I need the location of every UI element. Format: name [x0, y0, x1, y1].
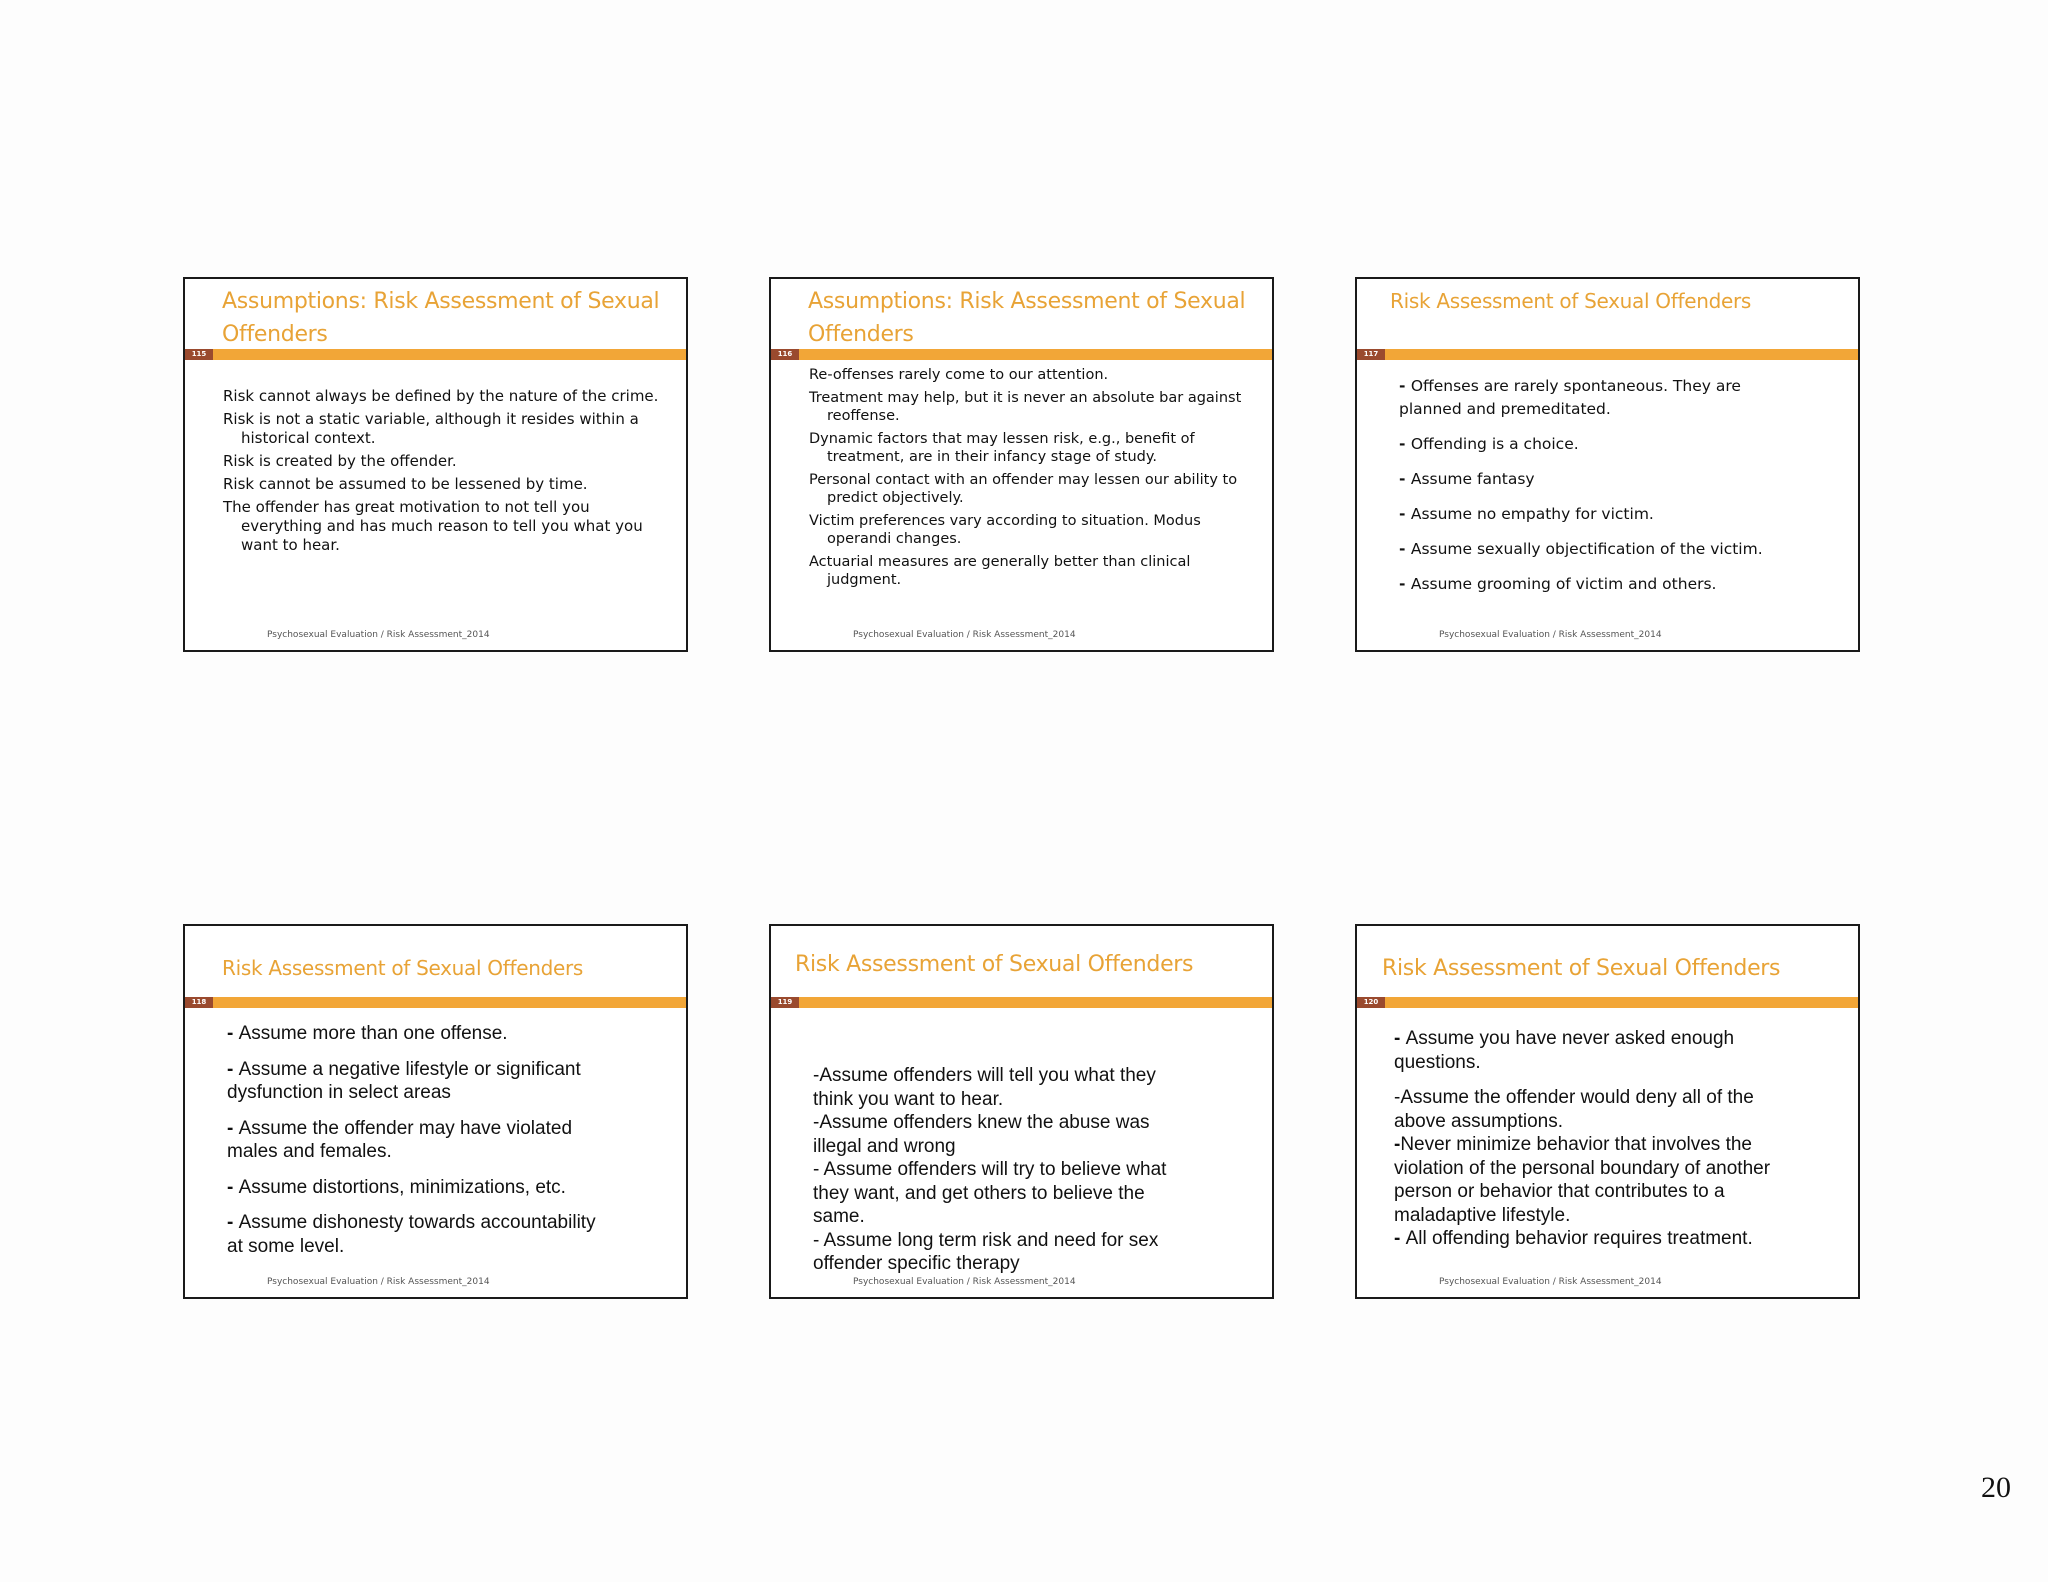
- list-item: Risk cannot be assumed to be lessened by time.: [223, 475, 588, 493]
- slide-title: Assumptions: Risk Assessment of Sexual Offenders: [808, 289, 1246, 347]
- dash-marker: -: [227, 1117, 239, 1139]
- dash-marker: -: [227, 1023, 239, 1044]
- list-item: Actuarial measures are generally better than clinical judgment.: [809, 553, 1191, 588]
- slide-footer: Psychosexual Evaluation / Risk Assessment_2014: [853, 630, 1076, 640]
- list-item: Offending is a choice.: [1410, 435, 1579, 453]
- list-item: Assume the offender may have violated males and females.: [227, 1117, 573, 1162]
- slide-footer: Psychosexual Evaluation / Risk Assessment_2014: [267, 1277, 490, 1287]
- slide-118: [183, 924, 688, 1299]
- list-item: Assume a negative lifestyle or significant dysfunction in select areas: [227, 1058, 581, 1103]
- slide-title: Assumptions: Risk Assessment of Sexual Offenders: [222, 289, 660, 347]
- accent-bar: [771, 997, 1272, 1008]
- slide-number: 115: [185, 349, 213, 360]
- list-item: Risk is created by the offender.: [223, 452, 457, 470]
- accent-bar: [185, 349, 686, 360]
- accent-bar: [1357, 997, 1858, 1008]
- slide-body: [223, 387, 666, 559]
- dash-marker: -: [1399, 470, 1411, 488]
- dash-marker: -: [1399, 540, 1411, 558]
- slide-body: [809, 366, 1252, 594]
- slide-title: Risk Assessment of Sexual Offenders: [1390, 289, 1752, 313]
- list-item: Assume no empathy for victim.: [1410, 505, 1654, 523]
- slide-116: [769, 277, 1274, 652]
- list-item: Assume more than one offense.: [238, 1023, 508, 1044]
- list-item: -Assume offenders will tell you what they think you want to hear.: [813, 1065, 1156, 1110]
- list-item: Risk cannot always be defined by the nature of the crime.: [223, 387, 659, 405]
- list-item: - Assume offenders will try to believe what they want, and get others to believe the same.: [813, 1159, 1167, 1227]
- list-item: Assume sexually objectification of the victim.: [1410, 540, 1763, 558]
- slide-115: [183, 277, 688, 652]
- slide-body: [1394, 1027, 1778, 1251]
- list-item: -Assume the offender would deny all of the above assumptions.: [1394, 1087, 1754, 1132]
- list-item: - Assume long term risk and need for sex offender specific therapy: [813, 1229, 1159, 1274]
- dash-marker: -: [227, 1176, 239, 1198]
- list-item: Assume you have never asked enough questions.: [1394, 1028, 1735, 1073]
- list-item: Victim preferences vary according to situation. Modus operandi changes.: [809, 512, 1201, 547]
- slide-119: [769, 924, 1274, 1299]
- slide-number: 120: [1357, 997, 1385, 1008]
- dash-marker: -: [227, 1212, 239, 1233]
- slide-footer: Psychosexual Evaluation / Risk Assessment_2014: [1439, 1277, 1662, 1287]
- slide-body: [227, 1022, 616, 1258]
- slide-body: [1399, 375, 1798, 596]
- dash-marker: -: [1399, 377, 1411, 395]
- dash-marker: -: [1399, 505, 1411, 523]
- accent-bar: [771, 349, 1272, 360]
- dash-marker: -: [227, 1058, 239, 1080]
- slide-number: 119: [771, 997, 799, 1008]
- dash-marker: -: [1399, 435, 1411, 453]
- list-item: All offending behavior requires treatment.: [1405, 1228, 1753, 1249]
- slide-footer: Psychosexual Evaluation / Risk Assessment_2014: [267, 630, 490, 640]
- slide-title: Risk Assessment of Sexual Offenders: [795, 952, 1194, 977]
- dash-marker: -: [1394, 1028, 1406, 1049]
- page-number: 20: [1981, 1471, 2011, 1504]
- slide-title: Risk Assessment of Sexual Offenders: [1382, 956, 1781, 981]
- list-item: Assume fantasy: [1410, 470, 1535, 488]
- dash-marker: -: [1394, 1134, 1401, 1155]
- list-item: The offender has great motivation to not tell you everything and has much reason to tell you what you want to hear.: [223, 498, 643, 554]
- slide-number: 118: [185, 997, 213, 1008]
- slide-title: Risk Assessment of Sexual Offenders: [222, 956, 584, 980]
- accent-bar: [185, 997, 686, 1008]
- slide-footer: Psychosexual Evaluation / Risk Assessment_2014: [853, 1277, 1076, 1287]
- list-item: Re-offenses rarely come to our attention.: [809, 367, 1109, 383]
- slide-number: 116: [771, 349, 799, 360]
- dash-marker: -: [1399, 575, 1411, 593]
- list-item: Risk is not a static variable, although it resides within a historical context.: [223, 410, 639, 447]
- slide-117: [1355, 277, 1860, 652]
- list-item: Personal contact with an offender may lessen our ability to predict objectively.: [809, 471, 1238, 506]
- list-item: Assume grooming of victim and others.: [1410, 575, 1717, 593]
- slide-footer: Psychosexual Evaluation / Risk Assessment_2014: [1439, 630, 1662, 640]
- list-item: Assume dishonesty towards accountability at some level.: [227, 1212, 596, 1257]
- list-item: -Assume offenders knew the abuse was illegal and wrong: [813, 1112, 1150, 1157]
- list-item: Dynamic factors that may lessen risk, e.g., benefit of treatment, are in their infancy stage of study.: [809, 430, 1195, 465]
- list-item: Treatment may help, but it is never an absolute bar against reoffense.: [809, 389, 1242, 424]
- list-item: Never minimize behavior that involves the violation of the personal boundary of another person or behavior that contributes to a maladaptive lifestyle.: [1394, 1134, 1771, 1226]
- slide-120: [1355, 924, 1860, 1299]
- list-item: Offenses are rarely spontaneous. They are planned and premeditated.: [1399, 377, 1741, 418]
- slide-number: 117: [1357, 349, 1385, 360]
- accent-bar: [1357, 349, 1858, 360]
- list-item: Assume distortions, minimizations, etc.: [238, 1176, 566, 1198]
- slide-body: [813, 1064, 1192, 1276]
- dash-marker: -: [1394, 1228, 1406, 1249]
